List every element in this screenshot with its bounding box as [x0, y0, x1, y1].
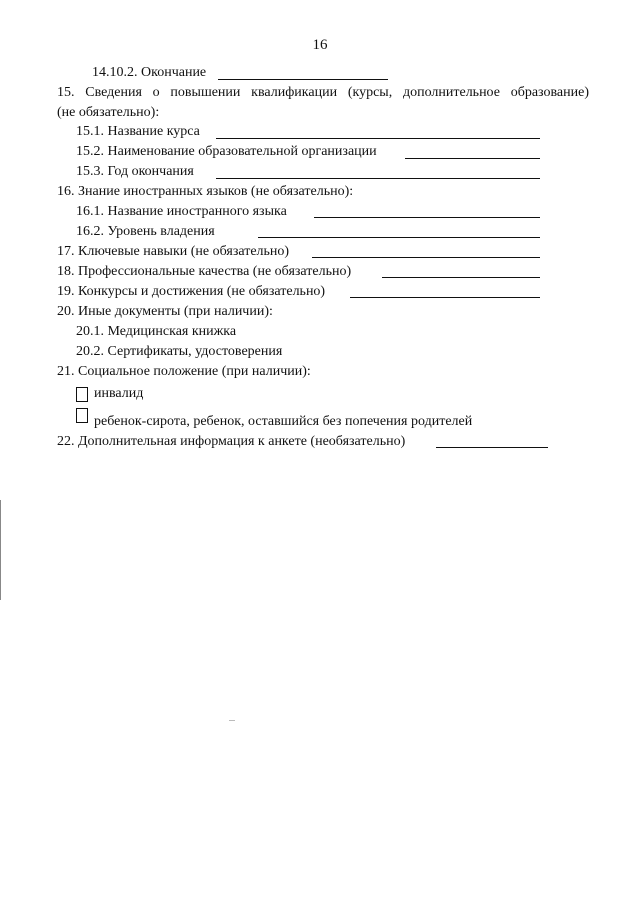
item-15-3-blank[interactable]: [216, 178, 540, 179]
item-22-blank[interactable]: [436, 447, 548, 448]
item-16-1-blank[interactable]: [314, 217, 540, 218]
item-15-label: 15. Сведения о повышении квалификации (курсы, дополнительное образование): [57, 85, 589, 100]
item-19-blank[interactable]: [350, 297, 540, 298]
item-22-label: 22. Дополнительная информация к анкете (необязательно): [57, 434, 406, 449]
item-20-2-label: 20.2. Сертификаты, удостоверения: [76, 344, 283, 359]
item-17-blank[interactable]: [312, 257, 540, 258]
item-20-label: 20. Иные документы (при наличии):: [57, 304, 273, 319]
page-number: 16: [312, 37, 328, 53]
item-16-2-blank[interactable]: [258, 237, 540, 238]
checkbox-orphan[interactable]: [76, 408, 88, 423]
item-15-1-blank[interactable]: [216, 138, 540, 139]
item-15-label-cont: (не обязательно):: [57, 105, 160, 120]
item-14-10-2-label: 14.10.2. Окончание: [92, 65, 207, 80]
item-16-label: 16. Знание иностранных языков (не обязательно):: [57, 184, 354, 199]
item-20-1-label: 20.1. Медицинская книжка: [76, 324, 237, 339]
item-17-label: 17. Ключевые навыки (не обязательно): [57, 244, 290, 259]
item-21-label: 21. Социальное положение (при наличии):: [57, 364, 311, 379]
item-16-1-label: 16.1. Название иностранного языка: [76, 204, 287, 219]
checkbox-invalid[interactable]: [76, 387, 88, 402]
item-15-2-blank[interactable]: [405, 158, 540, 159]
item-15-1-label: 15.1. Название курса: [76, 124, 200, 139]
item-18-label: 18. Профессиональные качества (не обязательно): [57, 264, 352, 279]
item-14-10-2-blank[interactable]: [218, 79, 388, 80]
scan-edge-mark: [0, 500, 1, 600]
item-15-3-label: 15.3. Год окончания: [76, 164, 194, 179]
item-21-b-label: ребенок-сирота, ребенок, оставшийся без попечения родителей: [94, 414, 473, 429]
item-21-a-label: инвалид: [94, 386, 144, 401]
item-15-2-label: 15.2. Наименование образовательной организации: [76, 144, 377, 159]
item-16-2-label: 16.2. Уровень владения: [76, 224, 215, 239]
scan-speck: [229, 720, 235, 721]
item-18-blank[interactable]: [382, 277, 540, 278]
item-19-label: 19. Конкурсы и достижения (не обязательно): [57, 284, 326, 299]
